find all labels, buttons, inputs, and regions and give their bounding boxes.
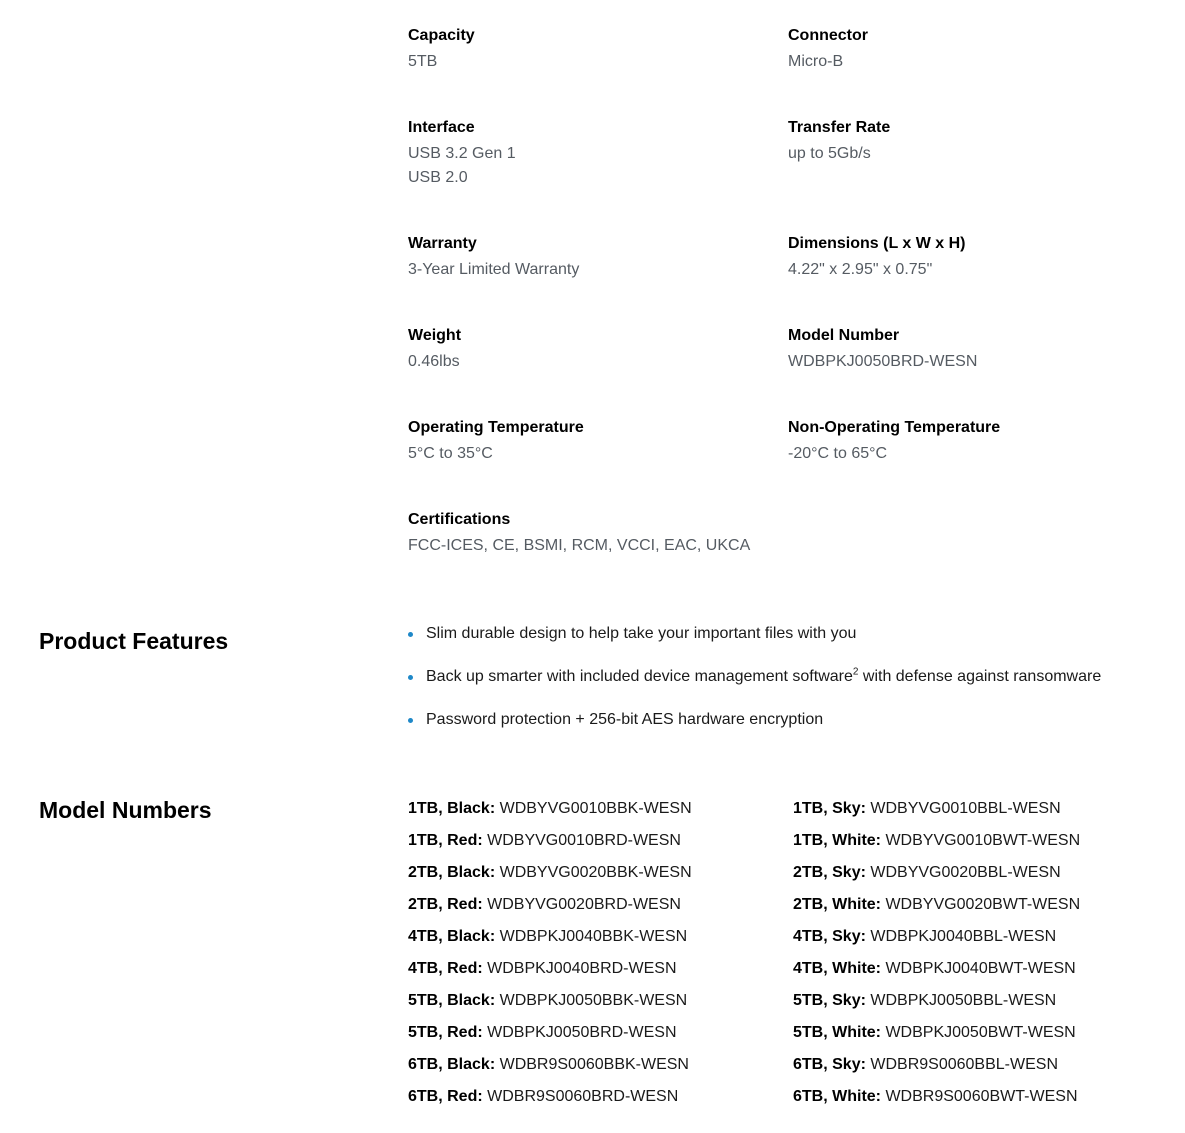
model-variant: 5TB, White: [793,1024,881,1041]
spec-label: Capacity [408,27,475,44]
model-column-left [408,793,793,1113]
feature-text-continued: with defense against ransomware [858,668,1102,685]
model-row [408,985,793,1017]
model-code: WDBR9S0060BBK-WESN [499,1056,689,1073]
spec-label: Certifications [408,511,511,528]
spec-value: FCC-ICES, CE, BSMI, RCM, VCCI, EAC, UKCA [408,537,751,554]
spec-value: 0.46lbs [408,353,460,370]
model-row [408,921,793,953]
model-row [793,985,1178,1017]
spec-weight [408,326,788,374]
model-row [408,793,793,825]
spec-label: Interface [408,119,475,136]
spec-value: 5°C to 35°C [408,445,493,462]
feature-text: Password protection + 256-bit AES hardware encryption [426,711,824,728]
feature-text: Slim durable design to help take your important files with you [426,625,857,642]
model-variant: 2TB, Black: [408,864,496,881]
model-row [793,793,1178,825]
spec-value: USB 3.2 Gen 1 [408,145,516,162]
footnote-marker[interactable]: 2 [852,666,859,678]
spec-label: Non-Operating Temperature [788,419,1001,436]
model-row [793,857,1178,889]
spec-row [408,418,1168,466]
model-variant: 6TB, Red: [408,1088,483,1105]
model-row [793,1049,1178,1081]
spec-label: Dimensions (L x W x H) [788,235,966,252]
model-row [793,953,1178,985]
spec-value: -20°C to 65°C [788,445,888,462]
model-code: WDBYVG0020BBK-WESN [499,864,692,881]
model-row [408,1081,793,1113]
spec-connector [788,26,1168,74]
spec-operating-temperature [408,418,788,466]
spec-row [408,510,1168,558]
model-row [408,857,793,889]
model-variant: 2TB, Red: [408,896,483,913]
model-code: WDBPKJ0040BBK-WESN [499,928,688,945]
bullet-icon [408,632,413,637]
spec-dimensions [788,234,1168,282]
model-row [793,1081,1178,1113]
model-variant: 5TB, Sky: [793,992,866,1009]
spec-label: Transfer Rate [788,119,891,136]
product-features-heading: Product Features [39,628,229,654]
model-code: WDBYVG0010BBL-WESN [870,800,1061,817]
model-code: WDBR9S0060BRD-WESN [487,1088,679,1105]
model-variant: 2TB, White: [793,896,881,913]
model-code: WDBPKJ0040BBL-WESN [870,928,1057,945]
spec-warranty [408,234,788,282]
model-code: WDBR9S0060BWT-WESN [885,1088,1078,1105]
model-row [408,825,793,857]
model-code: WDBPKJ0050BRD-WESN [487,1024,677,1041]
model-variant: 6TB, Sky: [793,1056,866,1073]
model-numbers-heading: Model Numbers [39,797,212,823]
model-code: WDBPKJ0040BWT-WESN [885,960,1076,977]
model-row [408,953,793,985]
model-code: WDBYVG0020BWT-WESN [885,896,1081,913]
model-column-right [793,793,1178,1113]
spec-label: Connector [788,27,868,44]
spec-label: Warranty [408,235,477,252]
model-variant: 6TB, Black: [408,1056,496,1073]
feature-text: Back up smarter with included device management software [426,668,853,685]
product-features-list [408,622,1168,751]
spec-certifications [408,510,908,558]
spec-value: Micro-B [788,53,844,70]
spec-label: Model Number [788,327,900,344]
spec-label: Operating Temperature [408,419,584,436]
spec-row [408,118,1168,190]
model-code: WDBYVG0010BRD-WESN [487,832,681,849]
model-code: WDBPKJ0050BBK-WESN [499,992,688,1009]
feature-item [408,708,1168,751]
spec-value: up to 5Gb/s [788,145,871,162]
model-code: WDBPKJ0050BBL-WESN [870,992,1057,1009]
model-code: WDBPKJ0050BWT-WESN [885,1024,1076,1041]
model-numbers-grid [408,793,1178,1113]
feature-item [408,665,1168,708]
spec-model-number [788,326,1168,374]
model-variant: 4TB, Black: [408,928,496,945]
model-variant: 1TB, Sky: [793,800,866,817]
spec-value: USB 2.0 [408,169,468,186]
model-variant: 5TB, Red: [408,1024,483,1041]
model-variant: 1TB, Red: [408,832,483,849]
feature-item [408,622,1168,665]
spec-row [408,326,1168,374]
spec-row [408,234,1168,282]
model-variant: 1TB, Black: [408,800,496,817]
model-code: WDBYVG0010BBK-WESN [499,800,692,817]
spec-row [408,26,1168,74]
model-row [408,889,793,921]
model-row [793,1017,1178,1049]
model-code: WDBYVG0020BRD-WESN [487,896,681,913]
spec-value: 3-Year Limited Warranty [408,261,580,278]
spec-transfer-rate [788,118,1168,190]
bullet-icon [408,718,413,723]
model-variant: 6TB, White: [793,1088,881,1105]
spec-label: Weight [408,327,462,344]
model-variant: 1TB, White: [793,832,881,849]
model-code: WDBR9S0060BBL-WESN [870,1056,1058,1073]
model-variant: 4TB, Sky: [793,928,866,945]
model-variant: 5TB, Black: [408,992,496,1009]
model-variant: 2TB, Sky: [793,864,866,881]
spec-value: WDBPKJ0050BRD-WESN [788,353,978,370]
model-code: WDBPKJ0040BRD-WESN [487,960,677,977]
model-row [793,921,1178,953]
model-code: WDBYVG0010BWT-WESN [885,832,1081,849]
model-row [408,1017,793,1049]
spec-non-operating-temperature [788,418,1168,466]
model-row [793,825,1178,857]
bullet-icon [408,675,413,680]
model-code: WDBYVG0020BBL-WESN [870,864,1061,881]
spec-capacity [408,26,788,74]
spec-value: 5TB [408,53,438,70]
spec-interface [408,118,788,190]
model-row [408,1049,793,1081]
model-variant: 4TB, Red: [408,960,483,977]
model-variant: 4TB, White: [793,960,881,977]
spec-value: 4.22" x 2.95" x 0.75" [788,261,933,278]
model-row [793,889,1178,921]
